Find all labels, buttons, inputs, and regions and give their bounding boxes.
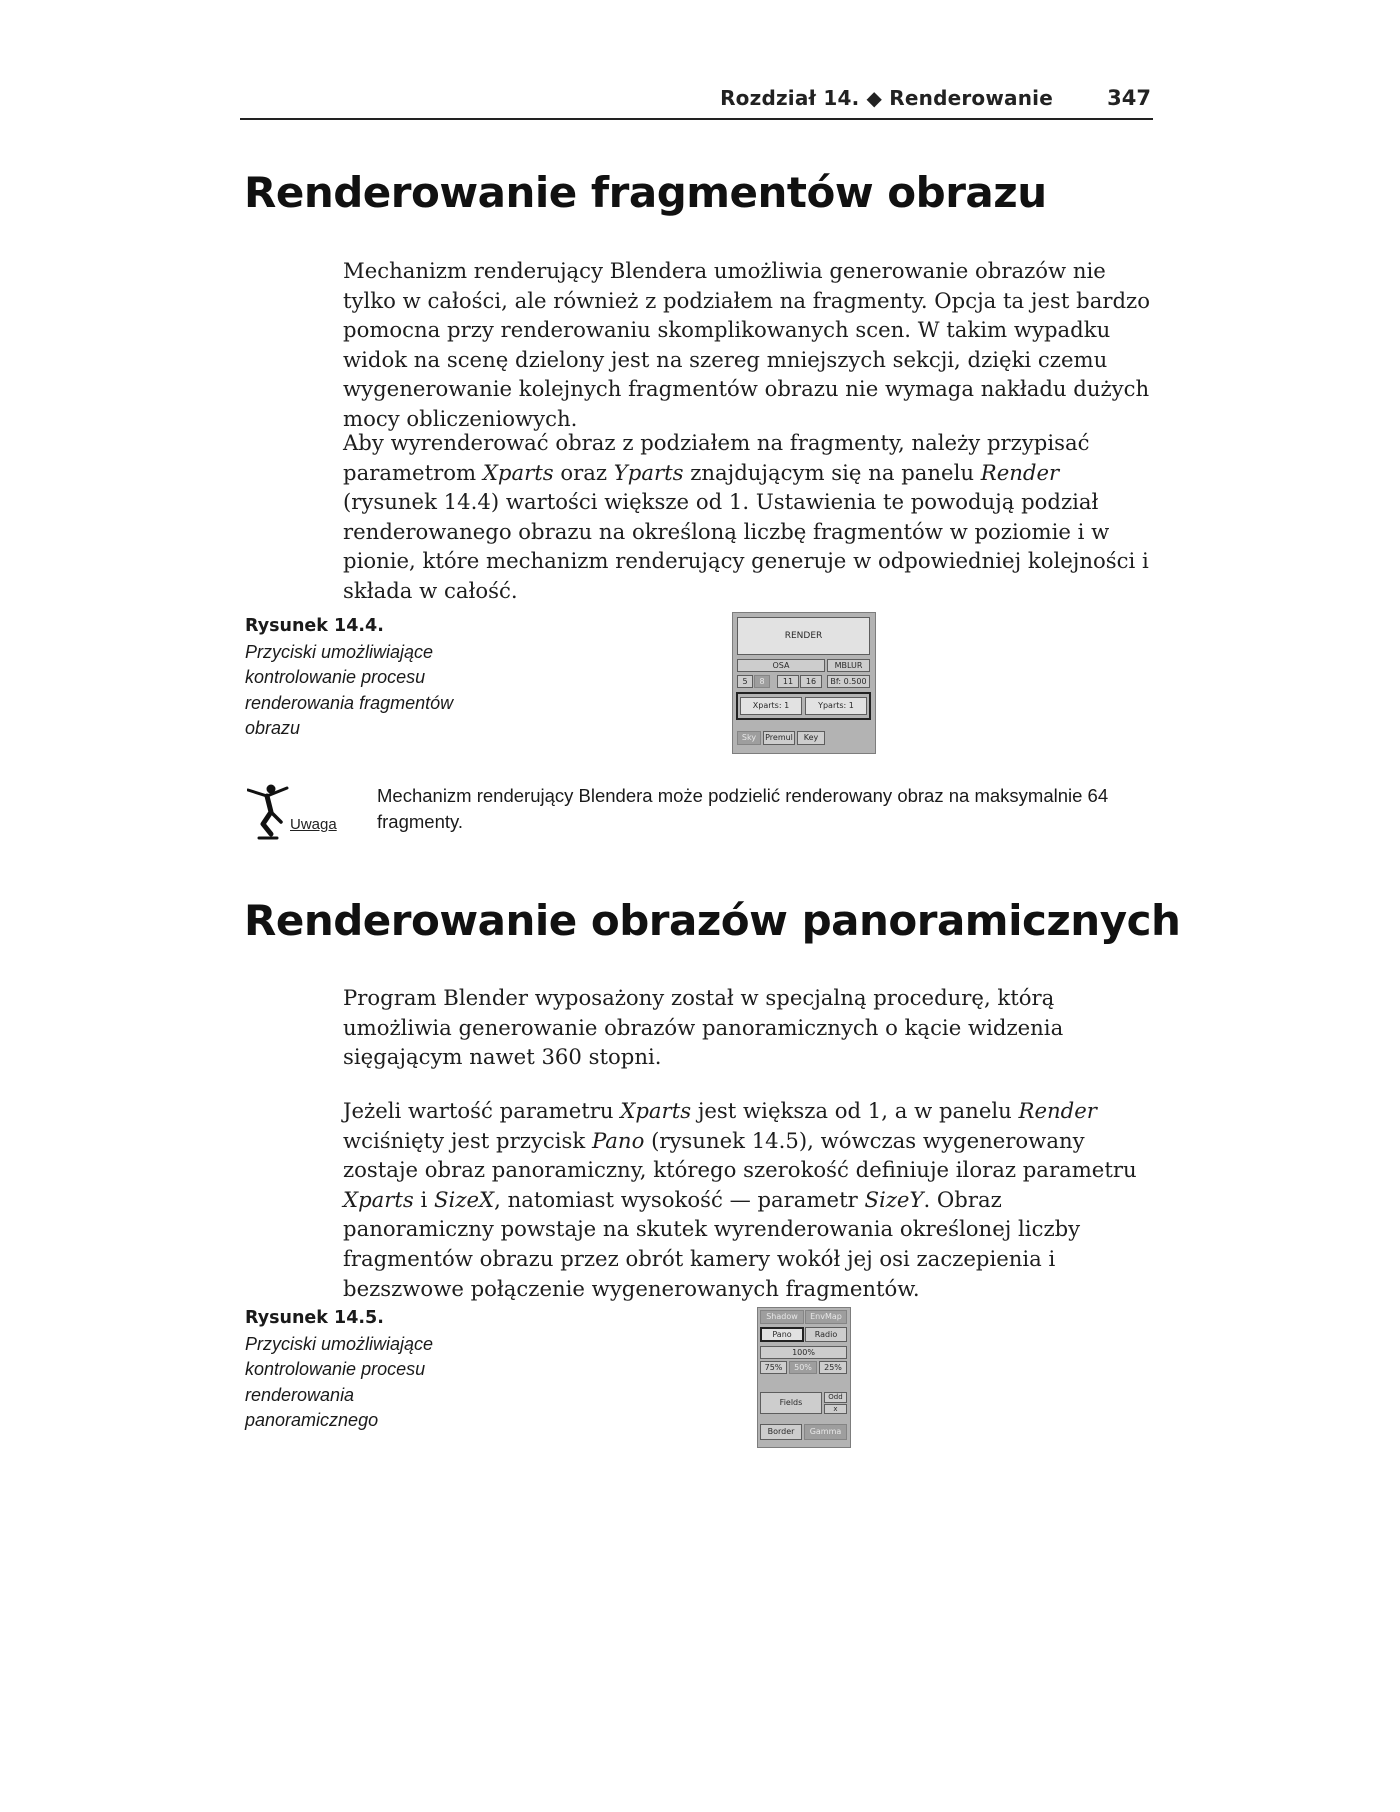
sky-button[interactable]: Sky bbox=[737, 731, 761, 745]
running-header bbox=[240, 80, 1153, 120]
size-75-button[interactable]: 75% bbox=[760, 1361, 787, 1374]
paragraph-panorama-intro: Program Blender wyposażony został w specjalną procedurę, którą umożliwia generowanie obrazów panoramicznych o kącie widzenia sięgającym nawet 360 stopni. bbox=[343, 985, 1064, 1070]
figure-caption-14-5 bbox=[245, 1306, 465, 1434]
figure-number: Rysunek 14.4. bbox=[245, 616, 384, 636]
premul-button[interactable]: Premul bbox=[763, 731, 795, 745]
gamma-button[interactable]: Gamma bbox=[804, 1424, 847, 1440]
xparts-field[interactable]: Xparts: 1 bbox=[740, 697, 802, 715]
fields-button[interactable]: Fields bbox=[760, 1392, 822, 1414]
bf-field[interactable]: Bf: 0.500 bbox=[827, 675, 870, 688]
figure-caption-text: Przyciski umożliwiające kontrolowanie procesu renderowania fragmentów obrazu bbox=[245, 641, 454, 738]
size-25-button[interactable]: 25% bbox=[819, 1361, 847, 1374]
osa-16-button[interactable]: 16 bbox=[800, 675, 822, 688]
note-text: Mechanizm renderujący Blendera może podzielić renderowany obraz na maksymalnie 64 fragmenty. bbox=[377, 785, 1109, 832]
page-number: 347 bbox=[1107, 86, 1151, 110]
size-50-button[interactable]: 50% bbox=[789, 1361, 817, 1374]
odd-button[interactable]: Odd bbox=[824, 1392, 847, 1403]
figure-caption-14-4 bbox=[245, 614, 465, 742]
osa-11-button[interactable]: 11 bbox=[777, 675, 799, 688]
note-label: Uwaga bbox=[290, 816, 337, 833]
osa-button[interactable]: OSA bbox=[737, 659, 825, 672]
render-button[interactable]: RENDER bbox=[737, 617, 870, 655]
paragraph-panorama-howto: Jeżeli wartość parametru Xparts jest większa od 1, a w panelu Render wciśnięty jest przycisk Pano (rysunek 14.5), wówczas wygenerowany zostaje obraz panoramiczny, którego szerokość definiuje iloraz parametru Xparts i SizeX, natomiast wysokość — parametr SizeY. Obraz panoramiczny powstaje na skutek wyrenderowania określonej liczby fragmentów obrazu przez obrót kamery wokół jej osi zaczepienia i bezszwowe połączenie wygenerowanych fragmentów. bbox=[343, 1098, 1137, 1301]
border-button[interactable]: Border bbox=[760, 1424, 802, 1440]
osa-5-button[interactable]: 5 bbox=[737, 675, 753, 688]
yparts-field[interactable]: Yparts: 1 bbox=[805, 697, 867, 715]
figure-pano-panel bbox=[757, 1307, 851, 1448]
envmap-button[interactable]: EnvMap bbox=[805, 1310, 847, 1324]
figure-render-panel bbox=[732, 612, 876, 754]
osa-8-button[interactable]: 8 bbox=[754, 675, 770, 688]
section-title-fragments: Renderowanie fragmentów obrazu bbox=[244, 168, 1047, 217]
note-figure-icon bbox=[247, 782, 292, 840]
figure-caption-text: Przyciski umożliwiające kontrolowanie procesu renderowania panoramicznego bbox=[245, 1333, 434, 1430]
header-chapter-title: Rozdział 14. ◆ Renderowanie bbox=[720, 86, 1053, 110]
shadow-button[interactable]: Shadow bbox=[760, 1310, 804, 1324]
x-button[interactable]: x bbox=[824, 1404, 847, 1414]
size-100-button[interactable]: 100% bbox=[760, 1346, 847, 1359]
paragraph-fragments-intro: Mechanizm renderujący Blendera umożliwia generowanie obrazów nie tylko w całości, ale również z podziałem na fragmenty. Opcja ta jest bardzo pomocna przy renderowaniu skomplikowanych scen. W takim wypadku widok na scenę dzielony jest na szereg mniejszych sekcji, dzięki czemu wygenerowanie kolejnych fragmentów obrazu nie wymaga nakładu dużych mocy obliczeniowych. bbox=[343, 258, 1150, 431]
mblur-button[interactable]: MBLUR bbox=[827, 659, 870, 672]
pano-button[interactable]: Pano bbox=[760, 1327, 804, 1342]
radio-button[interactable]: Radio bbox=[805, 1327, 847, 1342]
section-title-panorama: Renderowanie obrazów panoramicznych bbox=[244, 896, 1181, 945]
paragraph-fragments-howto: Aby wyrenderować obraz z podziałem na fragmenty, należy przypisać parametrom Xparts oraz Yparts znajdującym się na panelu Render (rysunek 14.4) wartości większe od 1. Ustawienia te powodują podział renderowanego obrazu na określoną liczbę fragmentów w poziomie i w pionie, które mechanizm renderujący generuje w odpowiedniej kolejności i składa w całość. bbox=[343, 430, 1149, 603]
figure-number: Rysunek 14.5. bbox=[245, 1308, 384, 1328]
key-button[interactable]: Key bbox=[797, 731, 825, 745]
